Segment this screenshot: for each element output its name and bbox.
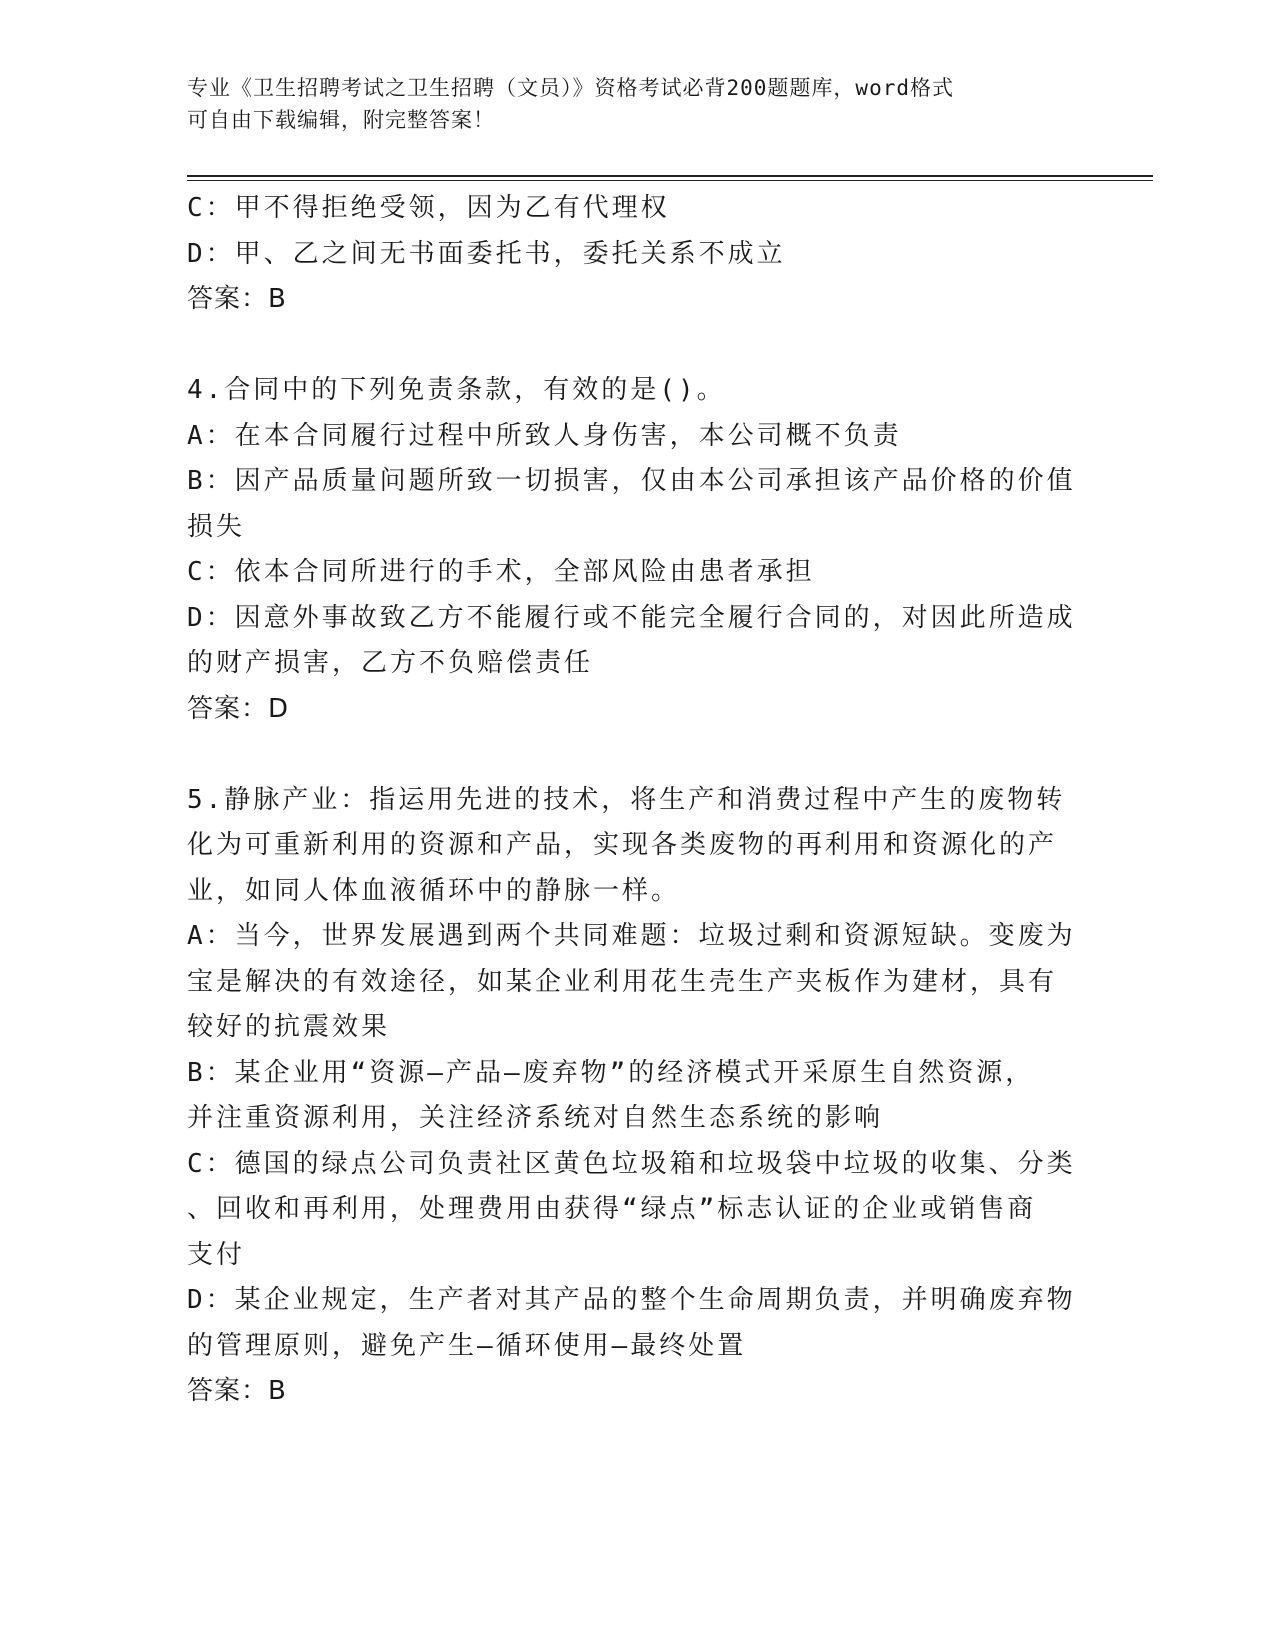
option-c-line-2: 、回收和再利用，处理费用由获得“绿点”标志认证的企业或销售商 (187, 1194, 1037, 1224)
option-b-line-2: 并注重资源利用，关注经济系统对自然生态系统的影响 (187, 1103, 884, 1133)
option-b-line-1: B：因产品质量问题所致一切损害，仅由本公司承担该产品价格的价值 (187, 466, 1076, 496)
header-rule-thin (187, 180, 1153, 181)
header-line-1: 专业《卫生招聘考试之卫生招聘（文员）》资格考试必背200题题库，word格式 (187, 76, 954, 100)
question-stem-line-3: 业，如同人体血液循环中的静脉一样。 (187, 875, 681, 906)
option-c: C：依本合同所进行的手术，全部风险由患者承担 (187, 557, 815, 587)
option-a-line-3: 较好的抗震效果 (187, 1012, 391, 1042)
question-stem-line-2: 化为可重新利用的资源和产品，实现各类废物的再利用和资源化的产 (187, 830, 1058, 860)
answer: 答案：D (187, 693, 290, 724)
option-b-line-2: 损失 (187, 511, 246, 542)
page-header (187, 72, 1067, 136)
question-4 (187, 368, 1087, 732)
option-a-line-1: A：当今，世界发展遇到两个共同难题：垃圾过剩和资源短缺。变废为 (187, 921, 1076, 951)
answer: 答案：B (187, 284, 287, 314)
question-3-tail (187, 186, 1087, 323)
header-line-2: 可自由下载编辑，附完整答案！ (187, 108, 495, 132)
option-c-line-1: C：德国的绿点公司负责社区黄色垃圾箱和垃圾袋中垃圾的收集、分类 (187, 1148, 1076, 1179)
option-d-line-1: D：某企业规定，生产者对其产品的整个生命周期负责，并明确废弃物 (187, 1285, 1076, 1315)
option-c-line-3: 支付 (187, 1239, 246, 1270)
spacer (187, 732, 1087, 778)
header-rule-thick (187, 175, 1153, 177)
option-a-line-2: 宝是解决的有效途径，如某企业利用花生壳生产夹板作为建材，具有 (187, 966, 1058, 997)
question-5 (187, 778, 1087, 1415)
option-d-line-2: 的财产损害，乙方不负赔偿责任 (187, 648, 594, 678)
question-stem: 4.合同中的下列免责条款，有效的是()。 (187, 375, 726, 405)
option-d-line-2: 的管理原则，避免产生—循环使用—最终处置 (187, 1330, 747, 1361)
option-d-line-1: D：因意外事故致乙方不能履行或不能完全履行合同的，对因此所造成 (187, 602, 1076, 633)
option-a: A：在本合同履行过程中所致人身伤害，本公司概不负责 (187, 420, 902, 451)
answer: 答案：B (187, 1376, 287, 1406)
spacer (187, 323, 1087, 369)
option-c: C：甲不得拒绝受领，因为乙有代理权 (187, 193, 670, 223)
option-d: D：甲、乙之间无书面委托书，委托关系不成立 (187, 238, 786, 269)
question-content (187, 186, 1087, 1415)
option-b-line-1: B：某企业用“资源—产品—废弃物”的经济模式开采原生自然资源， (187, 1057, 1035, 1088)
question-stem-line-1: 5.静脉产业：指运用先进的技术，将生产和消费过程中产生的废物转 (187, 784, 1066, 815)
